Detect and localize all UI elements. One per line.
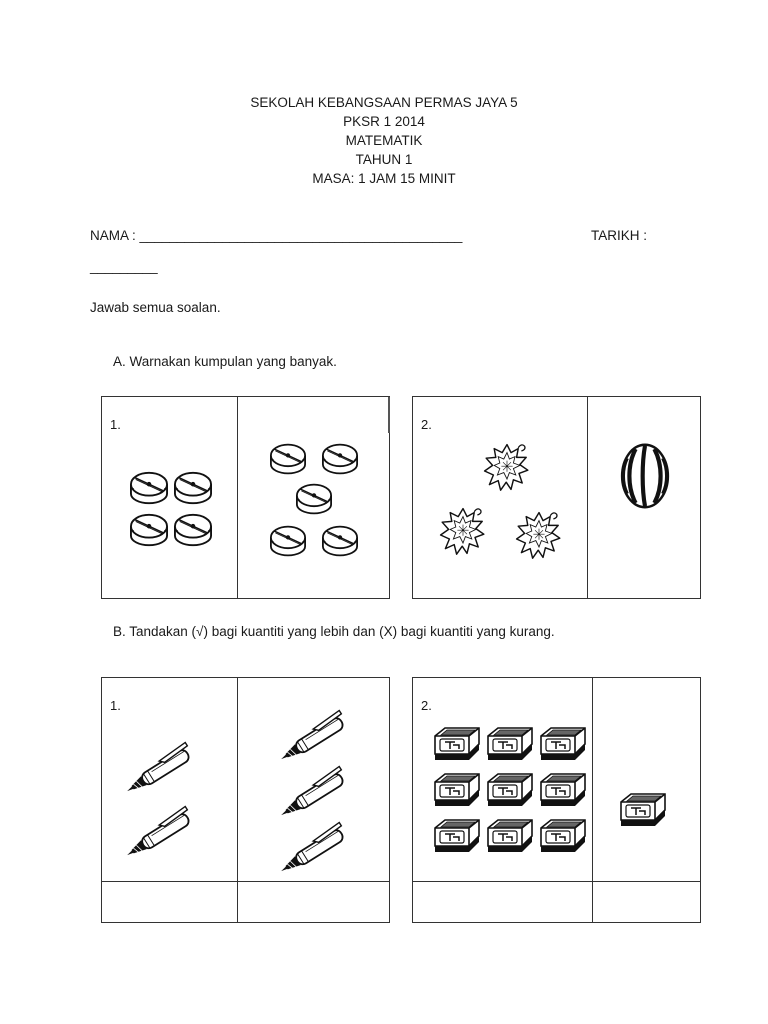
question-a2-box <box>412 396 701 599</box>
pen-icon <box>272 706 356 770</box>
school-name: SEKOLAH KEBANGSAAN PERMAS JAYA 5 <box>250 95 518 110</box>
question-a1-box <box>101 396 390 599</box>
sharpener-icon <box>128 469 170 507</box>
watermelon-icon <box>619 441 671 511</box>
sharpener-icon <box>172 511 214 549</box>
sharpener-icon <box>268 441 308 477</box>
section-b-title: B. Tandakan (√) bagi kuantiti yang lebih dan (X) bagi kuantiti yang kurang. <box>113 624 555 639</box>
exam-title: PKSR 1 2014 <box>343 114 425 129</box>
durian-icon <box>483 441 531 493</box>
group-right-eraser <box>593 678 700 881</box>
question-b1-box <box>101 677 390 923</box>
eraser-icon <box>537 770 589 810</box>
sharpener-icon <box>268 523 308 559</box>
durian-icon <box>515 509 563 561</box>
question-b2-box <box>412 677 701 923</box>
section-a-title: A. Warnakan kumpulan yang banyak. <box>113 354 337 369</box>
pen-icon <box>118 802 202 866</box>
duration-text: MASA: 1 JAM 15 MINIT <box>312 171 456 186</box>
group-left-erasers <box>413 678 593 881</box>
eraser-icon <box>431 724 483 764</box>
pen-icon <box>118 738 202 802</box>
answer-box-left[interactable] <box>102 882 238 922</box>
group-left-durians[interactable] <box>413 397 588 598</box>
eraser-icon <box>484 816 536 856</box>
pen-icon <box>272 818 356 882</box>
eraser-icon <box>617 790 669 830</box>
group-right-watermelon[interactable] <box>588 397 700 598</box>
subject-title: MATEMATIK <box>345 133 423 148</box>
durian-icon <box>439 505 487 557</box>
question-number: 2. <box>421 698 432 713</box>
question-number: 1. <box>110 698 121 713</box>
eraser-icon <box>431 816 483 856</box>
sharpener-icon <box>320 441 360 477</box>
answer-box-left[interactable] <box>413 882 593 922</box>
answer-box-right[interactable] <box>593 882 700 922</box>
sharpener-icon <box>320 523 360 559</box>
date-label: TARIKH : <box>591 228 648 243</box>
group-left-pens <box>102 678 238 881</box>
answer-box-right[interactable] <box>238 882 389 922</box>
name-field[interactable]: NAMA : ___________________________________________ <box>90 228 463 243</box>
year-title: TAHUN 1 <box>355 152 413 167</box>
group-right-sharpeners[interactable] <box>238 397 389 598</box>
question-number: 2. <box>421 417 432 432</box>
question-number: 1. <box>110 417 121 432</box>
eraser-icon <box>537 724 589 764</box>
eraser-icon <box>484 770 536 810</box>
instruction-text: Jawab semua soalan. <box>90 300 221 315</box>
date-field[interactable]: _________ <box>90 259 158 274</box>
eraser-icon <box>431 770 483 810</box>
eraser-icon <box>484 724 536 764</box>
group-left-sharpeners[interactable] <box>102 397 238 598</box>
header-block <box>0 93 768 188</box>
sharpener-icon <box>294 481 334 517</box>
pen-icon <box>272 762 356 826</box>
sharpener-icon <box>128 511 170 549</box>
sharpener-icon <box>172 469 214 507</box>
group-right-pens <box>238 678 389 881</box>
eraser-icon <box>537 816 589 856</box>
